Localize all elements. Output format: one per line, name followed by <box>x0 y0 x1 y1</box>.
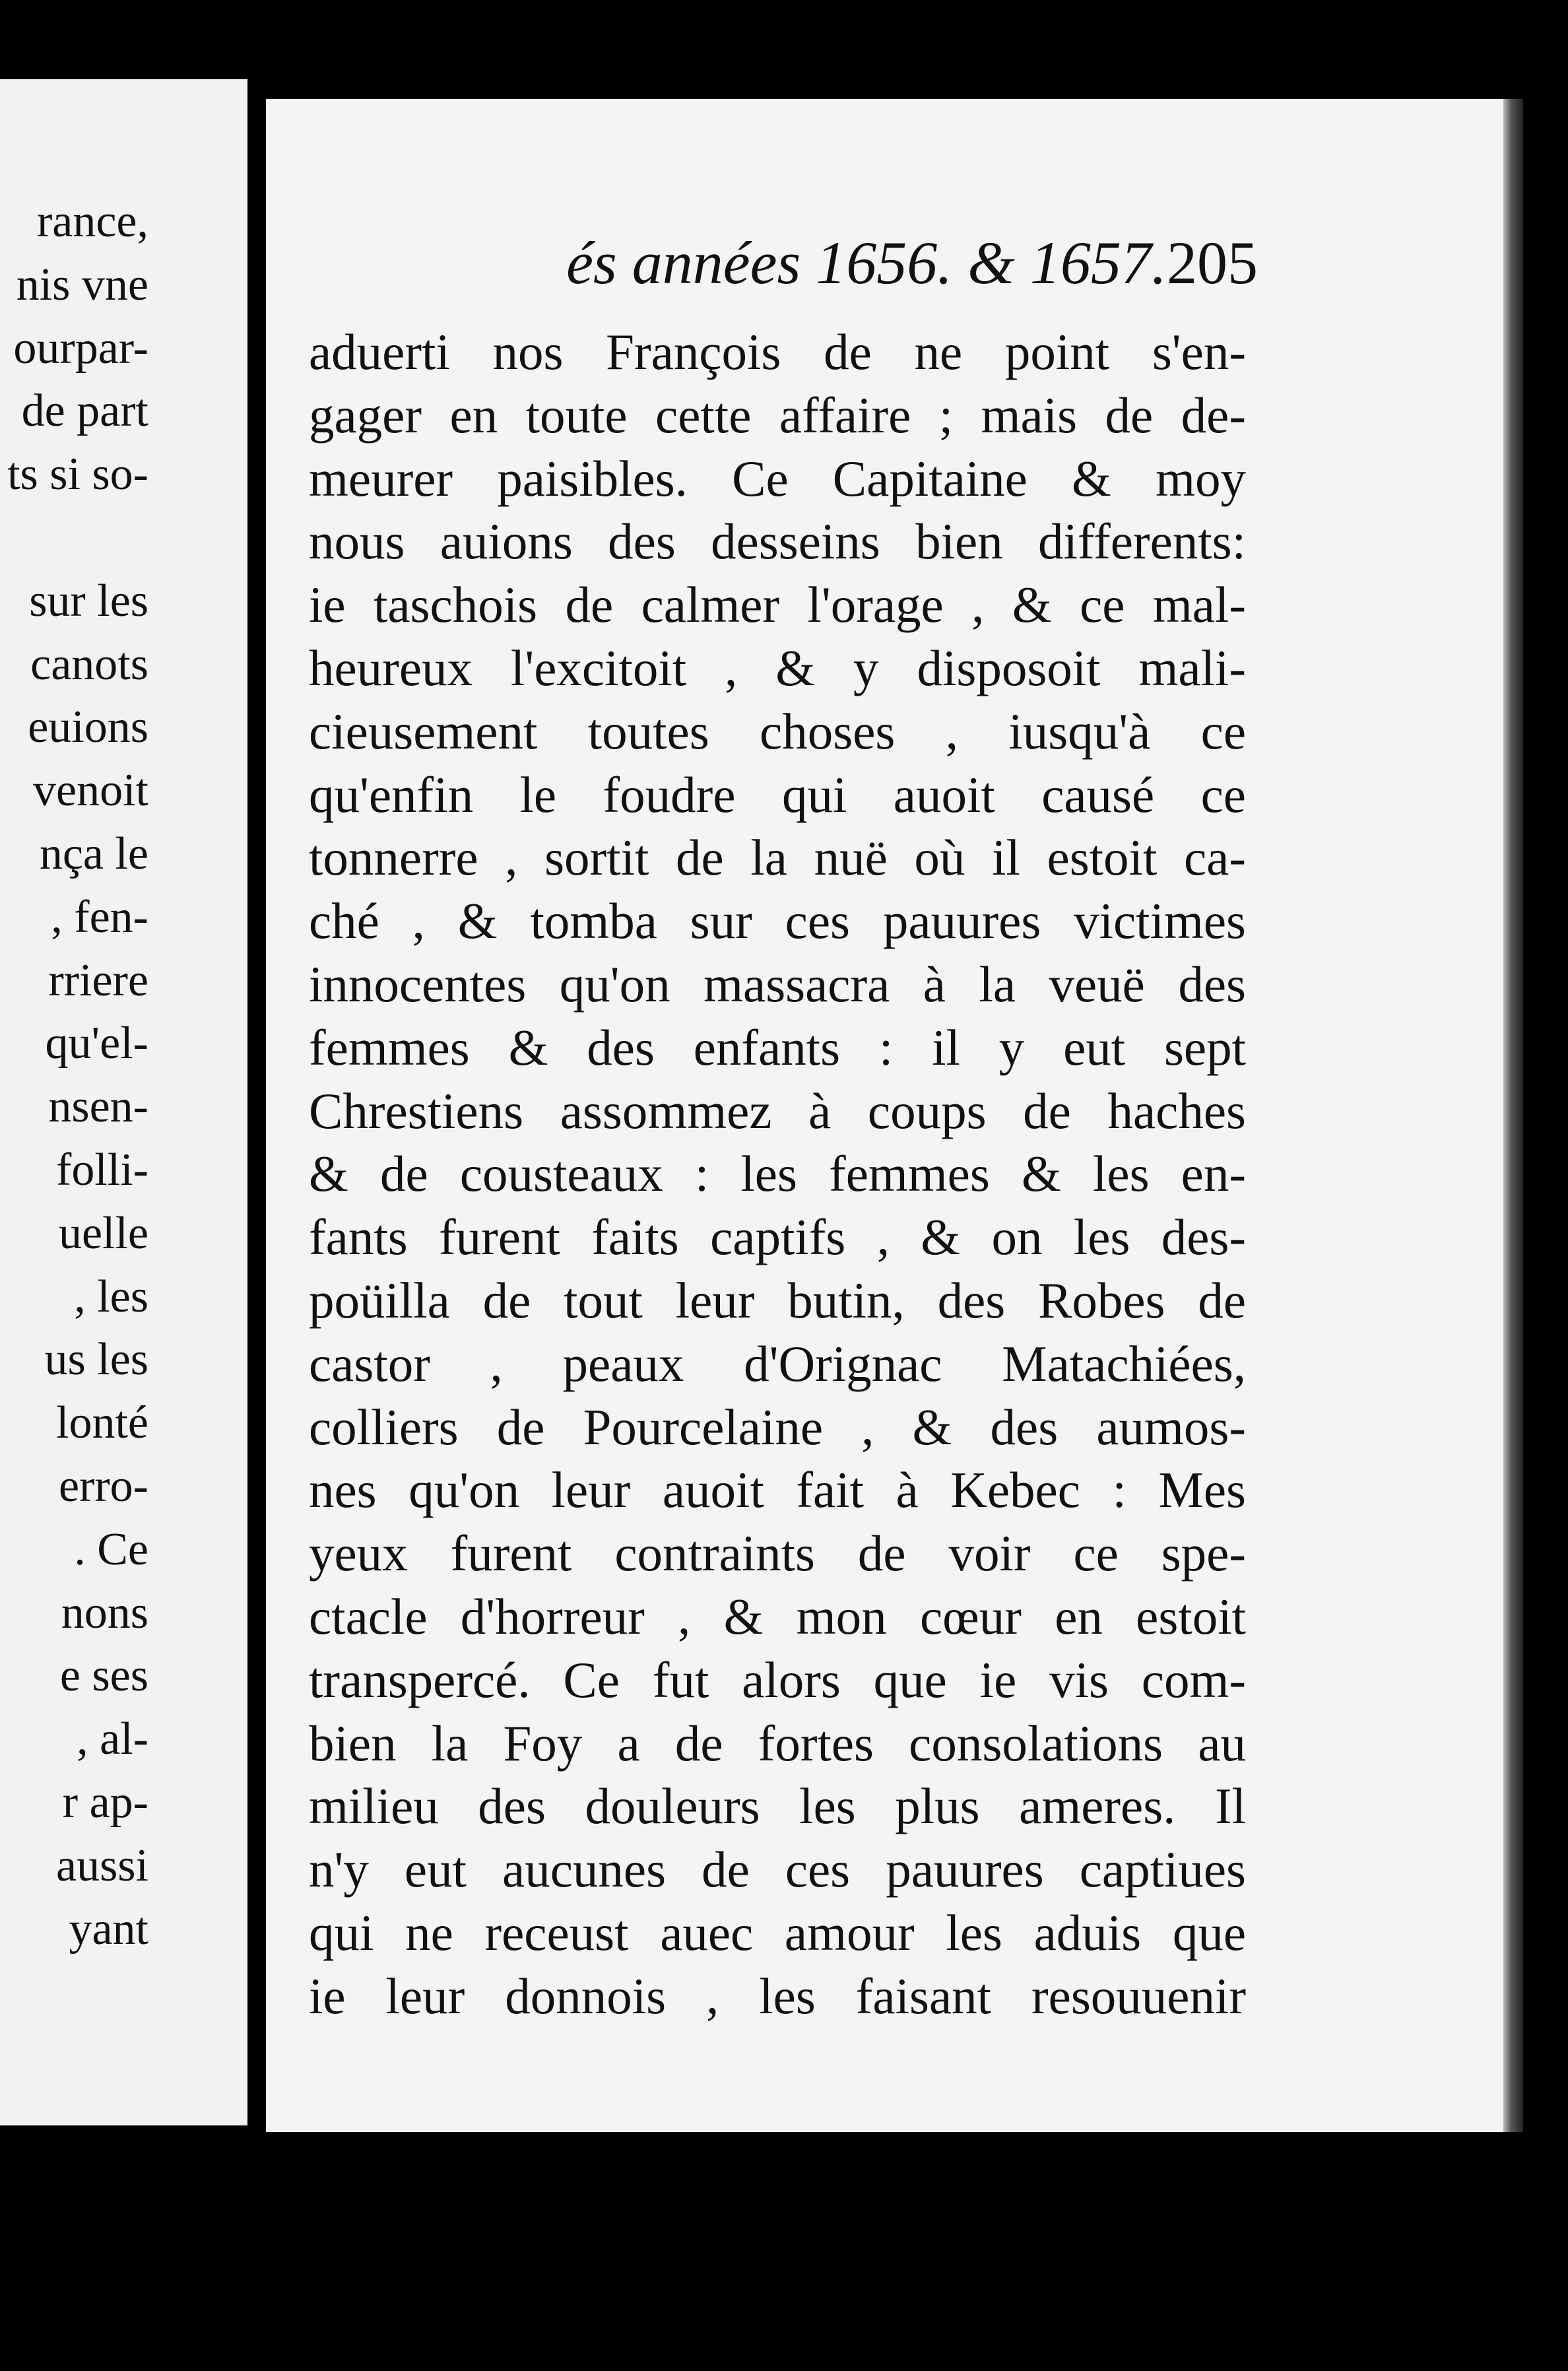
left-page-line: uelle <box>58 1207 148 1259</box>
left-page-line: ourpar- <box>13 322 148 374</box>
page-number: 205 <box>1167 229 1258 296</box>
left-page-line: yant <box>69 1903 148 1954</box>
left-page-line: , les <box>74 1271 148 1322</box>
text-line: transpercé. Ce fut alors que ie vis com- <box>309 1651 1246 1708</box>
previous-page-fragment <box>0 79 247 2125</box>
text-line: innocentes qu'on massacra à la veuë des <box>309 955 1246 1013</box>
left-page-line: sur les <box>29 575 148 626</box>
text-line: nous auions des desseins bien differents: <box>309 513 1246 570</box>
page-body-text <box>309 321 1246 2028</box>
left-page-line: erro- <box>58 1460 148 1512</box>
text-line: qu'enfin le foudre qui auoit causé ce <box>309 766 1246 823</box>
book-page <box>266 99 1523 2132</box>
text-line: qui ne receust auec amour les aduis que <box>309 1904 1246 1961</box>
text-line: aduerti nos François de ne point s'en- <box>309 323 1246 380</box>
text-line: ie leur donnois , les faisant resouuenir <box>309 1967 1246 2024</box>
left-page-line: folli- <box>56 1144 148 1195</box>
left-page-line: , fen- <box>51 891 148 943</box>
text-line: castor , peaux d'Orignac Matachiées, <box>309 1335 1246 1392</box>
left-page-line: nsen- <box>48 1081 148 1133</box>
page-gutter <box>247 79 266 2125</box>
left-page-line: nons <box>61 1587 148 1638</box>
text-line: poüilla de tout leur butin, des Robes de <box>309 1271 1246 1329</box>
left-page-line: aussi <box>56 1840 148 1891</box>
left-page-line: lonté <box>56 1397 148 1449</box>
left-page-line: ts si so- <box>7 449 148 500</box>
left-page-line: rance, <box>36 196 148 247</box>
left-page-line: euions <box>28 702 148 753</box>
left-page-line: . Ce <box>74 1523 148 1575</box>
text-line: bien la Foy a de fortes consolations au <box>309 1714 1246 1772</box>
text-line: heureux l'excitoit , & y disposoit mali- <box>309 639 1246 696</box>
text-line: & de cousteaux : les femmes & les en- <box>309 1145 1246 1203</box>
left-page-line: rriere <box>48 954 148 1006</box>
text-line: meurer paisibles. Ce Capitaine & moy <box>309 450 1246 507</box>
text-line: yeux furent contraints de voir ce spe- <box>309 1525 1246 1582</box>
text-line: milieu des douleurs les plus ameres. Il <box>309 1778 1246 1835</box>
text-line: tonnerre , sortit de la nuë où il estoit ca- <box>309 829 1246 886</box>
text-line: Chrestiens assommez à coups de haches <box>309 1082 1246 1139</box>
text-line: femmes & des enfants : il y eut sept <box>309 1019 1246 1076</box>
left-page-line: qu'el- <box>45 1018 148 1069</box>
page-edge <box>1503 99 1523 2132</box>
left-page-line: nça le <box>39 828 148 879</box>
text-line: ché , & tomba sur ces pauures victimes <box>309 892 1246 950</box>
left-page-line: de part <box>21 385 148 437</box>
text-line: ie taschois de calmer l'orage , & ce mal- <box>309 576 1246 634</box>
left-page-line: e ses <box>59 1650 148 1702</box>
left-page-line: r ap- <box>62 1776 148 1828</box>
text-line: gager en toute cette affaire ; mais de de- <box>309 386 1246 444</box>
left-page-line: canots <box>30 638 148 690</box>
previous-page-text <box>0 190 247 1960</box>
left-page-line: venoit <box>33 765 148 817</box>
text-line: fants furent faits captifs , & on les des- <box>309 1209 1246 1266</box>
text-line: nes qu'on leur auoit fait à Kebec : Mes <box>309 1461 1246 1519</box>
running-head: és années 1656. & 1657. <box>566 229 1167 296</box>
left-page-line <box>0 506 247 570</box>
left-page-line: , al- <box>77 1714 148 1765</box>
text-line: ctacle d'horreur , & mon cœur en estoit <box>309 1587 1246 1645</box>
text-line: cieusement toutes choses , iusqu'à ce <box>309 702 1246 760</box>
left-page-line: us les <box>44 1334 148 1386</box>
text-line: n'y eut aucunes de ces pauures captiues <box>309 1841 1246 1898</box>
text-line: colliers de Pourcelaine , & des aumos- <box>309 1398 1246 1455</box>
left-page-line: nis vne <box>16 259 148 310</box>
